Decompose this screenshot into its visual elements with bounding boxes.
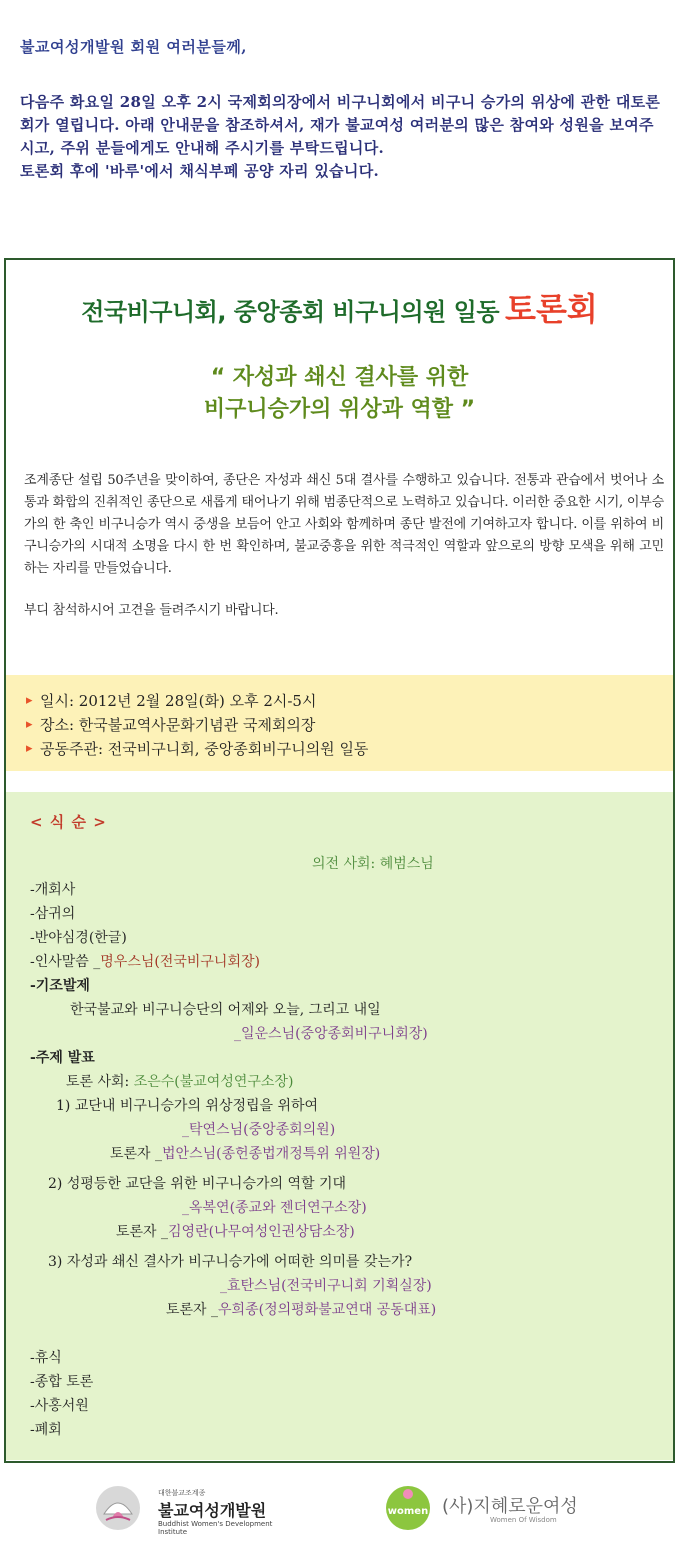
- topic-3-discussant: 우희종(정의평화불교연대 공동대표): [218, 1302, 437, 1318]
- topic-2-presenter: _옥복연(종교와 젠더연구소장): [182, 1200, 367, 1216]
- program-vows: -사홍서원: [30, 1398, 89, 1414]
- program-host: 의전 사회: 혜범스님: [312, 856, 434, 872]
- program-section: [6, 792, 673, 1460]
- bwdi-english-name: Buddhist Women's Development Institute: [158, 1520, 273, 1536]
- topic-2-title: 2) 성평등한 교단을 위한 비구니승가의 역할 기대: [48, 1176, 347, 1192]
- lotus-emblem-icon: [88, 1484, 148, 1534]
- program-closing: -폐회: [30, 1422, 62, 1438]
- footer-logos: [0, 1470, 680, 1550]
- bwdi-logo: [88, 1484, 288, 1534]
- topic-1-discussant-label: 토론자 _: [110, 1146, 163, 1162]
- wow-name: (사)지혜로운여성: [442, 1496, 578, 1517]
- description-text: 조계종단 설립 50주년을 맞이하여, 종단은 자성과 쇄신 5대 결사를 수행하고 있습니다. 전통과 관습에서 벗어나 소통과 화합의 진취적인 종단으로 새롭게 태어나기 위해 범종단적으로 노력하고 있습니다. 이러한 중요한 시기, 이부승가의 한 축인 비구니승가 역시 중생을 보듬어 안고 사회와 함께하며 종단 발전에 기여하고자 합니다. 이를 위하여 비구니승가의 시대적 소명을 다시 한 번 확인하며, 불교중흥을 위한 적극적인 역할과 앞으로의 방향 모색을 위해 고민하는 자리를 만들었습니다.: [24, 473, 664, 576]
- program-keynote-label: -기조발제: [30, 978, 90, 994]
- topic-2-discussant: 김영란(나무여성인권상담소장): [168, 1224, 355, 1240]
- program-sutra: -반야심경(한글): [30, 930, 127, 946]
- keynote-speaker: _일운스님(중앙종회비구니회장): [234, 1026, 428, 1042]
- moderator-line: [30, 1070, 650, 1094]
- topic-3-discussant-line: [30, 1298, 650, 1322]
- topic-3-discussant-label: 토론자 _: [166, 1302, 219, 1318]
- intro-note: 토론회 후에 '바루'에서 채식부페 공양 자리 있습니다.: [20, 162, 380, 180]
- program-discussion: -종합 토론: [30, 1374, 94, 1390]
- program-greeting: [30, 950, 650, 974]
- women-badge-icon: [382, 1482, 438, 1532]
- bwdi-small-text: 대한불교조계종: [158, 1489, 206, 1497]
- subtitle-line-1: “ 자성과 쇄신 결사를 위한: [210, 365, 469, 390]
- event-info: [6, 675, 673, 771]
- poster-title-main: 전국비구니회, 중앙종회 비구니의원 일동: [81, 298, 500, 326]
- program-break: -휴식: [30, 1350, 62, 1366]
- topic-1-presenter: _탁연스님(중앙종회의원): [182, 1122, 336, 1138]
- women-badge-text: women: [387, 1506, 429, 1517]
- moderator-label: 토론 사회:: [66, 1074, 134, 1090]
- poster-title: [6, 284, 673, 330]
- poster-subtitle: [6, 362, 673, 426]
- topic-2-discussant-line: [30, 1220, 650, 1244]
- subtitle-line-2: 비구니승가의 위상과 역할 ”: [203, 397, 476, 422]
- topic-3-presenter: _효탄스님(전국비구니회 기획실장): [220, 1278, 432, 1294]
- topic-1-discussant-line: [30, 1142, 650, 1166]
- wow-logo: [382, 1482, 582, 1532]
- greeting-label: -인사말씀 _: [30, 954, 101, 970]
- bwdi-name: 불교여성개발원: [158, 1501, 267, 1520]
- info-venue: ▸ 장소: 한국불교역사문화기념관 국제회의장: [40, 713, 673, 737]
- topic-1-discussant: 법안스님(종헌종법개정특위 위원장): [162, 1146, 381, 1162]
- program-opening: -개회사: [30, 882, 76, 898]
- info-organizers: ▸ 공동주관: 전국비구니회, 중앙종회비구니의원 일동: [40, 737, 673, 761]
- intro-message: [20, 36, 665, 183]
- greeting-speaker: 명우스님(전국비구니회장): [100, 954, 260, 970]
- poster-title-accent: 토론회: [505, 290, 598, 328]
- program-refuge: -삼귀의: [30, 906, 76, 922]
- intro-body: 다음주 화요일 28일 오후 2시 국제회의장에서 비구니회에서 비구니 승가의 위상에 관한 대토론회가 열립니다. 아래 안내문을 참조하셔서, 재가 불교여성 여러분의 많은 참여와 성원을 보여주시고, 주위 분들에게도 안내해 주시기를 부탁드립니다.: [20, 93, 661, 157]
- topic-3-title: 3) 자성과 쇄신 결사가 비구니승가에 어떠한 의미를 갖는가?: [48, 1254, 413, 1270]
- program-items: [30, 878, 650, 1442]
- moderator-name: 조은수(불교여성연구소장): [133, 1074, 294, 1090]
- greeting-line: 불교여성개발원 회원 여러분들께,: [20, 38, 248, 56]
- event-poster: [4, 258, 675, 1463]
- description-closing: 부디 참석하시어 고견을 들려주시기 바랍니다.: [24, 603, 279, 618]
- topic-2-discussant-label: 토론자 _: [116, 1224, 169, 1240]
- keynote-title: 한국불교와 비구니승단의 어제와 오늘, 그리고 내일: [70, 1002, 381, 1018]
- info-date: ▸ 일시: 2012년 2월 28일(화) 오후 2시-5시: [40, 689, 673, 713]
- program-heading: < 식 순 >: [30, 813, 107, 831]
- program-topics-label: -주제 발표: [30, 1050, 95, 1066]
- poster-description: [24, 470, 664, 622]
- wow-english-name: Women Of Wisdom: [490, 1516, 557, 1524]
- topic-1-title: 1) 교단내 비구니승가의 위상정립을 위하여: [56, 1098, 319, 1114]
